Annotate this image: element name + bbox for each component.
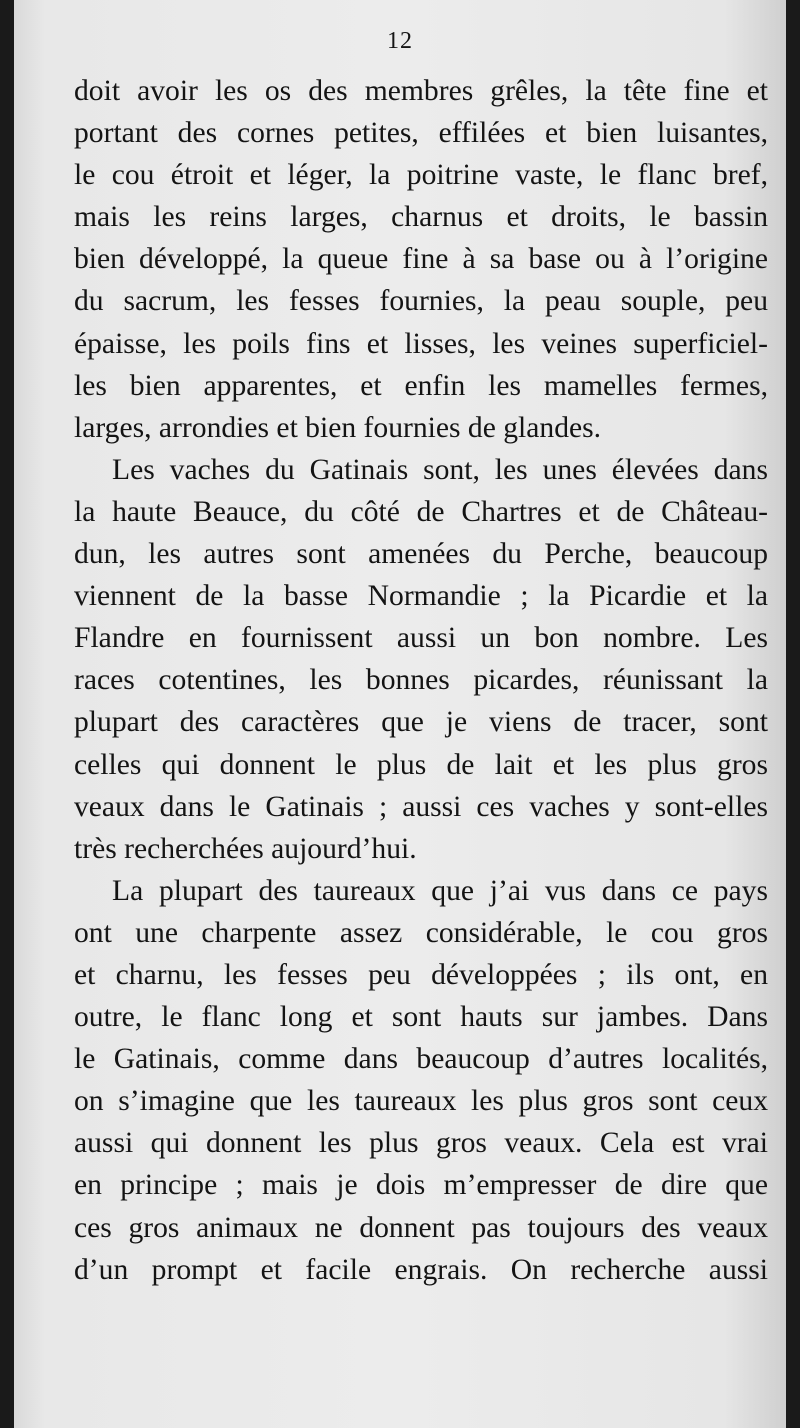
text-line: le Gatinais, comme dans beaucoup d’autres localités,: [74, 1043, 768, 1076]
text-line: ont une charpente assez considérable, le cou gros: [74, 916, 768, 949]
text-line: bien développé, la queue fine à sa base ou à l’origine: [74, 243, 768, 276]
text-line: celles qui donnent le plus de lait et les plus gros: [74, 748, 768, 781]
page-number: 12: [387, 28, 413, 54]
text-line: épaisse, les poils fins et lisses, les veines superficiel-: [74, 327, 768, 360]
text-line: mais les reins larges, charnus et droits, le bassin: [74, 201, 768, 234]
text-line: les bien apparentes, et enfin les mamelles fermes,: [74, 369, 768, 402]
text-line: la haute Beauce, du côté de Chartres et de Château-: [74, 495, 768, 528]
book-page: [14, 0, 786, 1428]
text-line: Les vaches du Gatinais sont, les unes élevées dans: [112, 453, 768, 486]
text-line: on s’imagine que les taureaux les plus gros sont ceux: [74, 1085, 768, 1118]
text-line: et charnu, les fesses peu développées ; ils ont, en: [74, 958, 768, 991]
text-line: du sacrum, les fesses fournies, la peau souple, peu: [74, 285, 768, 318]
text-line: très recherchées aujourd’hui.: [74, 832, 417, 865]
text-line: outre, le flanc long et sont hauts sur jambes. Dans: [74, 1001, 768, 1034]
text-line: d’un prompt et facile engrais. On recherche aussi: [74, 1253, 768, 1286]
text-line: aussi qui donnent les plus gros veaux. Cela est vrai: [74, 1127, 768, 1160]
text-line: doit avoir les os des membres grêles, la tête fine et: [74, 75, 768, 107]
text-line: larges, arrondies et bien fournies de glandes.: [74, 411, 602, 444]
text-line: plupart des caractères que je viens de tracer, sont: [74, 706, 768, 739]
text-line: races cotentines, les bonnes picardes, réunissant la: [74, 664, 768, 697]
text-line: portant des cornes petites, effilées et bien luisantes,: [74, 117, 768, 150]
text-line: Flandre en fournissent aussi un bon nombre. Les: [74, 622, 768, 655]
text-line: en principe ; mais je dois m’empresser de dire que: [74, 1169, 768, 1202]
body-text: [74, 70, 768, 1291]
text-line: dun, les autres sont amenées du Perche, beaucoup: [74, 538, 768, 571]
text-line: La plupart des taureaux que j’ai vus dans ce pays: [112, 874, 768, 907]
text-line: le cou étroit et léger, la poitrine vaste, le flanc bref,: [74, 159, 768, 192]
text-line: veaux dans le Gatinais ; aussi ces vaches y sont-elles: [74, 790, 768, 823]
text-line: ces gros animaux ne donnent pas toujours des veaux: [74, 1211, 768, 1244]
text-line: viennent de la basse Normandie ; la Picardie et la: [74, 580, 768, 613]
